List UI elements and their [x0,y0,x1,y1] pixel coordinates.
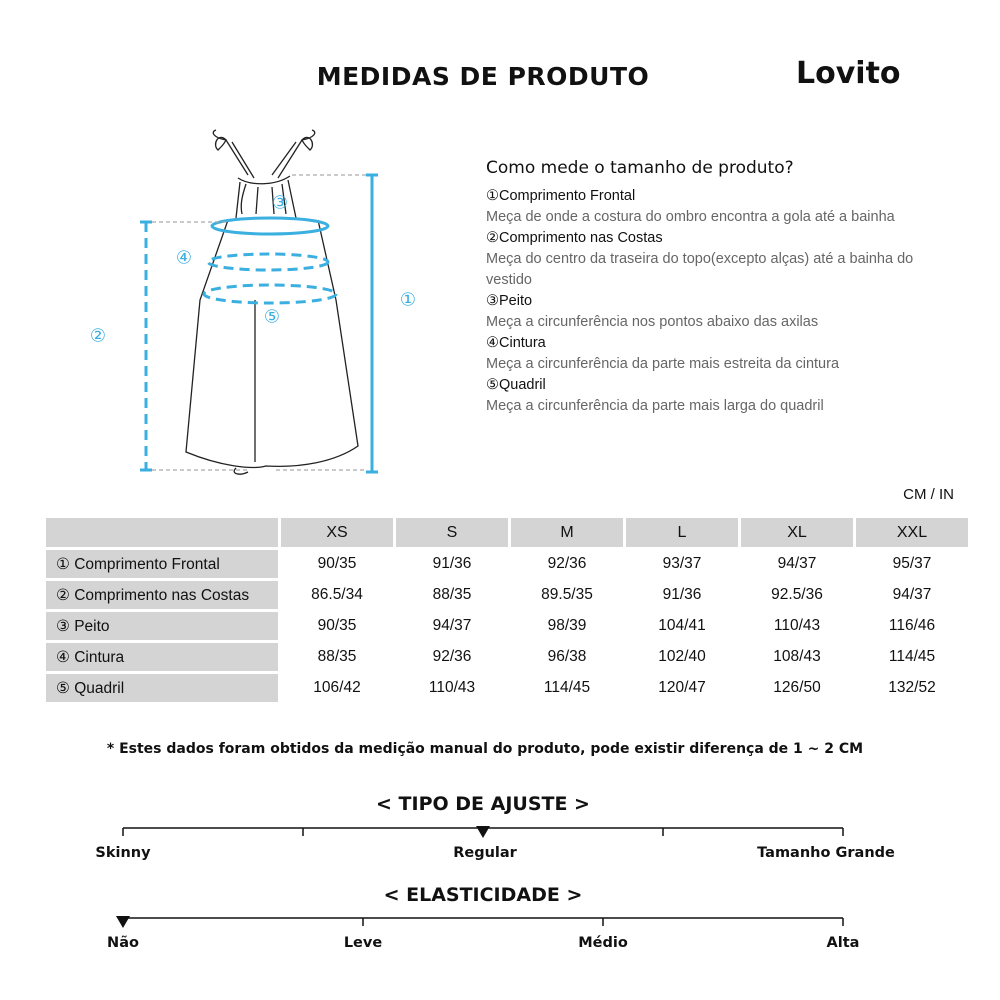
table-row [46,674,968,702]
table-cell: 88/35 [281,643,393,671]
column-header: XL [741,518,853,547]
table-cell: 120/47 [626,674,738,702]
table-cell: 92/36 [396,643,508,671]
brand-logo: Lovito [796,56,901,91]
table-row [46,612,968,640]
table-cell: 108/43 [741,643,853,671]
elasticity-label-light: Leve [343,935,383,951]
table-cell: 116/46 [856,612,968,640]
table-cell: 98/39 [511,612,623,640]
guide-heading: ③Peito [486,293,533,309]
table-cell: 94/37 [741,550,853,578]
row-label: ④ Cintura [46,643,278,671]
elasticity-indicator-marker [116,916,130,928]
marker-hip: ⑤ [263,306,281,328]
fit-label-regular: Regular [453,845,517,861]
units-label: CM / IN [903,486,954,503]
marker-back-length: ② [89,325,107,347]
marker-bust: ③ [271,192,289,214]
table-row [46,550,968,578]
guide-item [486,375,926,417]
marker-front-length: ① [399,289,417,311]
table-row [46,643,968,671]
measurement-guide [486,158,926,417]
fit-indicator-marker [476,826,490,838]
table-cell: 92.5/36 [741,581,853,609]
table-row [46,581,968,609]
column-header: M [511,518,623,547]
table-corner [46,518,278,547]
column-header: S [396,518,508,547]
guide-item [486,291,926,333]
table-cell: 91/36 [396,550,508,578]
marker-waist: ④ [175,247,193,269]
guide-heading: ④Cintura [486,335,546,351]
table-cell: 104/41 [626,612,738,640]
row-label: ② Comprimento nas Costas [46,581,278,609]
elasticity-scale-title: < ELASTICIDADE > [383,884,583,906]
table-cell: 110/43 [741,612,853,640]
fit-scale-title: < TIPO DE AJUSTE > [376,793,590,815]
guide-description: Meça a circunferência da parte mais estreita da cintura [486,356,840,372]
table-cell: 95/37 [856,550,968,578]
table-cell: 89.5/35 [511,581,623,609]
table-cell: 90/35 [281,550,393,578]
table-cell: 93/37 [626,550,738,578]
guide-description: Meça de onde a costura do ombro encontra a gola até a bainha [486,209,895,225]
guide-description: Meça a circunferência da parte mais larga do quadril [486,398,824,414]
dress-measurement-diagram [80,125,440,490]
measurement-note: * Estes dados foram obtidos da medição manual do produto, pode existir diferença de 1 ~ 2 CM [106,741,864,757]
table-cell: 114/45 [511,674,623,702]
table-cell: 132/52 [856,674,968,702]
table-cell: 96/38 [511,643,623,671]
table-cell: 110/43 [396,674,508,702]
fit-label-large: Tamanho Grande [757,845,895,861]
table-cell: 91/36 [626,581,738,609]
guide-question: Como mede o tamanho de produto? [486,158,794,178]
guide-description: Meça do centro da traseira do topo(excepto alças) até a bainha do vestido [486,251,914,288]
guide-heading: ⑤Quadril [486,377,546,393]
elasticity-label-high: Alta [826,935,860,951]
page-title: MEDIDAS DE PRODUTO [316,62,650,91]
elasticity-label-none: Não [107,935,139,951]
column-header: XXL [856,518,968,547]
table-cell: 106/42 [281,674,393,702]
row-label: ③ Peito [46,612,278,640]
table-cell: 90/35 [281,612,393,640]
row-label: ⑤ Quadril [46,674,278,702]
elasticity-label-medium: Médio [578,935,628,951]
table-cell: 94/37 [396,612,508,640]
guide-heading: ②Comprimento nas Costas [486,230,663,246]
row-label: ① Comprimento Frontal [46,550,278,578]
fit-label-skinny: Skinny [95,845,151,861]
table-cell: 92/36 [511,550,623,578]
guide-item [486,186,926,228]
table-cell: 102/40 [626,643,738,671]
guide-item [486,228,926,291]
table-cell: 88/35 [396,581,508,609]
guide-item [486,333,926,375]
table-cell: 126/50 [741,674,853,702]
table-cell: 86.5/34 [281,581,393,609]
column-header: L [626,518,738,547]
guide-heading: ①Comprimento Frontal [486,188,636,204]
table-header-row [46,518,968,547]
size-table [43,515,971,705]
column-header: XS [281,518,393,547]
measurement-guides [140,175,378,472]
table-cell: 114/45 [856,643,968,671]
table-cell: 94/37 [856,581,968,609]
guide-description: Meça a circunferência nos pontos abaixo das axilas [486,314,819,330]
